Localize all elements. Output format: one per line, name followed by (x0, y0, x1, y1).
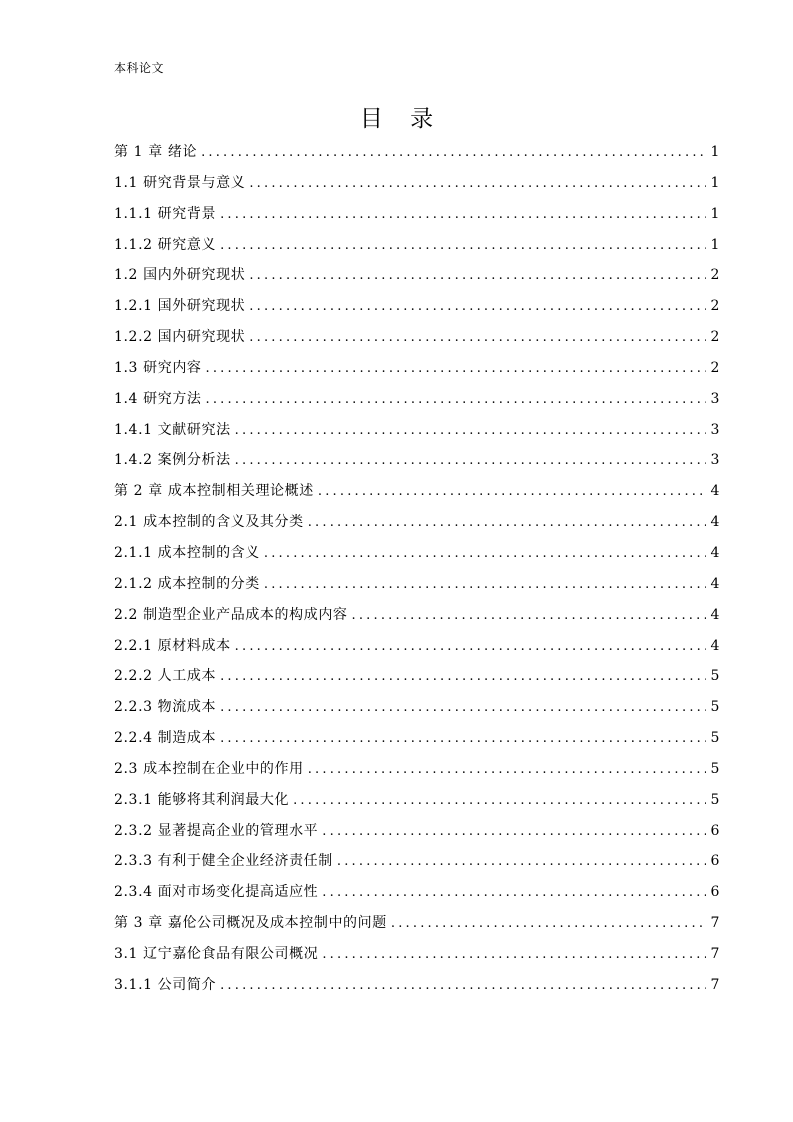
toc-entry-page-number: 4 (710, 483, 720, 500)
toc-entry[interactable] (114, 973, 720, 1004)
toc-dot-leader (220, 696, 706, 720)
toc-dot-leader (249, 326, 706, 350)
toc-entry-page-number: 1 (710, 174, 720, 191)
toc-entry-label: 2.2 制造型企业产品成本的构成内容 (114, 606, 348, 623)
toc-entry[interactable] (114, 294, 720, 325)
toc-dot-leader (220, 727, 706, 751)
toc-entry[interactable] (114, 942, 720, 973)
toc-dot-leader (235, 419, 707, 443)
toc-entry-label: 1.1.1 研究背景 (114, 205, 217, 222)
toc-entry-label: 1.4.2 案例分析法 (114, 452, 231, 469)
toc-entry-label: 2.3 成本控制在企业中的作用 (114, 760, 304, 777)
toc-entry[interactable] (114, 448, 720, 479)
toc-entry-page-number: 2 (710, 267, 720, 284)
toc-entry-label: 1.3 研究内容 (114, 359, 202, 376)
toc-entry[interactable] (114, 819, 720, 850)
toc-dot-leader (201, 141, 706, 165)
toc-entry[interactable] (114, 603, 720, 634)
toc-entry[interactable] (114, 510, 720, 541)
toc-dot-leader (235, 635, 707, 659)
toc-dot-leader (220, 203, 706, 227)
toc-dot-leader (249, 264, 706, 288)
toc-entry-label: 1.1 研究背景与意义 (114, 174, 246, 191)
toc-entry[interactable] (114, 140, 720, 171)
toc-entry-page-number: 5 (710, 791, 720, 808)
toc-entry-label: 2.1.2 成本控制的分类 (114, 575, 260, 592)
toc-entry[interactable] (114, 325, 720, 356)
toc-entry-page-number: 7 (710, 915, 720, 932)
toc-entry[interactable] (114, 757, 720, 788)
toc-entry[interactable] (114, 263, 720, 294)
toc-entry-page-number: 1 (710, 236, 720, 253)
toc-entry-page-number: 5 (710, 699, 720, 716)
toc-entry-label: 2.3.4 面对市场变化提高适应性 (114, 884, 319, 901)
toc-entry-label: 1.1.2 研究意义 (114, 236, 217, 253)
toc-entry-page-number: 1 (710, 144, 720, 160)
toc-entry-label: 2.2.1 原材料成本 (114, 637, 231, 654)
toc-dot-leader (337, 850, 707, 874)
toc-entry-page-number: 4 (710, 637, 720, 654)
toc-dot-leader (249, 295, 706, 319)
toc-entry[interactable] (114, 788, 720, 819)
toc-entry-page-number: 6 (710, 884, 720, 901)
toc-entry-label: 2.2.3 物流成本 (114, 699, 217, 716)
toc-entry-label: 第 3 章 嘉伦公司概况及成本控制中的问题 (114, 915, 387, 932)
toc-entry-label: 1.2.1 国外研究现状 (114, 298, 246, 315)
toc-title: 目 录 (359, 106, 444, 132)
toc-entry[interactable] (114, 695, 720, 726)
toc-entry-page-number: 2 (710, 359, 720, 376)
toc-entry-page-number: 5 (710, 760, 720, 777)
toc-dot-leader (249, 172, 706, 196)
toc-dot-leader (318, 480, 707, 504)
toc-dot-leader (391, 912, 707, 936)
toc-entry[interactable] (114, 202, 720, 233)
toc-entry[interactable] (114, 726, 720, 757)
toc-entry-page-number: 7 (710, 976, 720, 993)
page-header: 本科论文 (114, 61, 165, 75)
toc-entry-label: 2.3.3 有利于健全企业经济责任制 (114, 853, 333, 870)
header-divider (110, 78, 720, 79)
toc-entry-label: 1.4 研究方法 (114, 390, 202, 407)
toc-entry-label: 2.1.1 成本控制的含义 (114, 544, 260, 561)
toc-entry-page-number: 5 (710, 730, 720, 747)
toc-entry[interactable] (114, 572, 720, 603)
toc-entry-page-number: 5 (710, 668, 720, 685)
toc-dot-leader (293, 789, 706, 813)
toc-entry-label: 3.1 辽宁嘉伦食品有限公司概况 (114, 945, 319, 962)
toc-entry-label: 第 2 章 成本控制相关理论概述 (114, 483, 314, 500)
toc-dot-leader (206, 388, 707, 412)
toc-dot-leader (352, 604, 707, 628)
toc-dot-leader (264, 542, 707, 566)
toc-entry-page-number: 2 (710, 329, 720, 346)
toc-entry-page-number: 3 (710, 390, 720, 407)
toc-entry[interactable] (114, 387, 720, 418)
toc-entry-label: 第 1 章 绪论 (114, 144, 198, 160)
toc-entry-page-number: 7 (710, 945, 720, 962)
toc-entry[interactable] (114, 356, 720, 387)
toc-entry-label: 2.2.2 人工成本 (114, 668, 217, 685)
toc-entry-label: 2.1 成本控制的含义及其分类 (114, 514, 304, 531)
toc-dot-leader (308, 758, 707, 782)
toc-entry[interactable] (114, 911, 720, 942)
toc-dot-leader (220, 974, 706, 998)
toc-entry[interactable] (114, 171, 720, 202)
table-of-contents (114, 140, 720, 1004)
toc-entry[interactable] (114, 541, 720, 572)
toc-entry[interactable] (114, 880, 720, 911)
toc-dot-leader (308, 511, 707, 535)
toc-entry-page-number: 4 (710, 575, 720, 592)
toc-dot-leader (220, 234, 706, 258)
toc-entry[interactable] (114, 634, 720, 665)
toc-entry-page-number: 1 (710, 205, 720, 222)
toc-entry-label: 1.4.1 文献研究法 (114, 421, 231, 438)
toc-entry-page-number: 6 (710, 853, 720, 870)
toc-entry-page-number: 4 (710, 606, 720, 623)
toc-dot-leader (322, 943, 706, 967)
toc-entry-page-number: 3 (710, 452, 720, 469)
toc-dot-leader (322, 881, 706, 905)
toc-dot-leader (220, 665, 706, 689)
toc-entry-page-number: 2 (710, 298, 720, 315)
toc-entry-label: 2.2.4 制造成本 (114, 730, 217, 747)
toc-entry-page-number: 4 (710, 544, 720, 561)
toc-entry-page-number: 3 (710, 421, 720, 438)
toc-entry[interactable] (114, 479, 720, 510)
toc-dot-leader (264, 573, 707, 597)
toc-dot-leader (206, 357, 707, 381)
toc-entry-page-number: 4 (710, 514, 720, 531)
toc-dot-leader (322, 820, 706, 844)
toc-entry[interactable] (114, 849, 720, 880)
toc-entry-page-number: 6 (710, 822, 720, 839)
toc-entry[interactable] (114, 418, 720, 449)
toc-dot-leader (235, 449, 707, 473)
toc-entry[interactable] (114, 233, 720, 264)
toc-entry-label: 3.1.1 公司简介 (114, 976, 217, 993)
toc-entry-label: 2.3.2 显著提高企业的管理水平 (114, 822, 319, 839)
toc-entry[interactable] (114, 664, 720, 695)
toc-entry-label: 2.3.1 能够将其利润最大化 (114, 791, 290, 808)
toc-entry-label: 1.2 国内外研究现状 (114, 267, 246, 284)
toc-entry-label: 1.2.2 国内研究现状 (114, 329, 246, 346)
